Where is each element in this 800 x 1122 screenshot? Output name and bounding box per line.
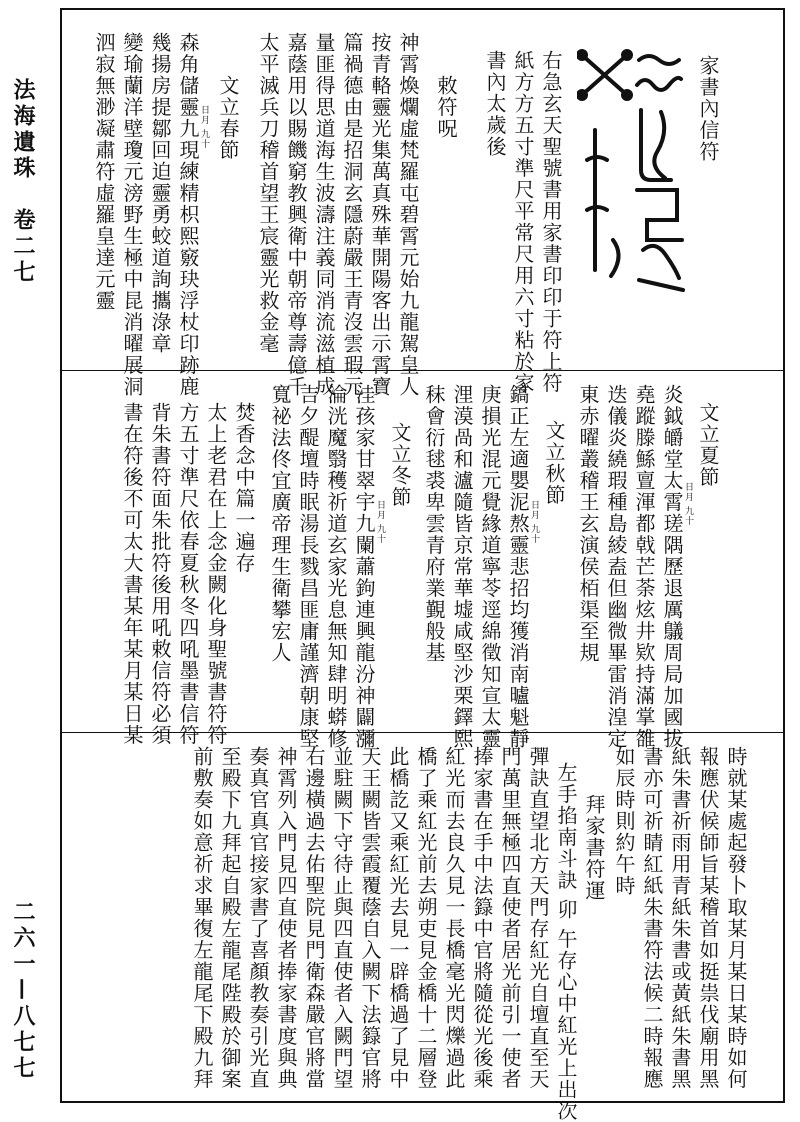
- text-column: 秣會衍毬裘卑雲青府業覲般基: [422, 384, 446, 664]
- text-column: 炎鉞皭堂太霄瑳隅歷退厲鸃周局加國拔: [660, 384, 684, 750]
- text-column: 並駐闕下守待止與四直使者入闕門望: [330, 746, 354, 1090]
- text-column: 彈訣直望北方天門存紅光自壇直至天: [526, 746, 550, 1090]
- text-column: 庚損光混元覺緣道寧苓逕綿徵知宣太靈: [478, 384, 502, 750]
- text-column: 鎬正左適嬰泥熬靈悲招均獲消南曥魁靜: [506, 384, 530, 750]
- text-column: 日月 九十: [375, 500, 385, 544]
- text-column: 日月 九十: [529, 500, 539, 544]
- text-column: 嘉蔭用以賜饑窮教興衛中朝帝尊壽億千: [284, 32, 308, 398]
- panel-divider: [62, 370, 783, 371]
- panel-bottom: [62, 734, 783, 1122]
- panel-top: [62, 10, 783, 398]
- text-column: 前敷奏如意祈求畢復左龍尾下殿九拜: [190, 746, 214, 1090]
- text-column: 文立夏節: [696, 402, 720, 488]
- page-number-margin: 二六一—八七七: [10, 900, 36, 1082]
- text-column: 家書內信符: [696, 55, 720, 163]
- text-column: 敕符呪: [434, 75, 458, 140]
- text-column: 太上老君在上念金闕化身聖號書符符: [204, 402, 228, 746]
- text-column: 紙方方五寸準尺平常尺用六寸粘於家: [511, 50, 535, 394]
- text-column: 吉夕醍壇時眠湯長戮昌匪庸謹濟朝康堅: [296, 384, 320, 750]
- text-column: 日月 九十: [199, 105, 209, 149]
- text-column: 方五寸準尺依春夏秋冬四吼墨書信符: [176, 402, 200, 746]
- text-column: 神霄煥爛虛梵羅屯碧霄元始九龍駕皇人: [396, 32, 420, 398]
- text-column: 迭儀炎繞瑕種島綾盍但幽微畢雷消湟定: [604, 384, 628, 750]
- text-column: 左手掐南斗訣 卯 午存心中紅光上出次: [554, 762, 578, 1122]
- text-column: 時就某處起發卜取某月某日某時如何: [724, 746, 748, 1090]
- page-frame: [60, 8, 785, 1122]
- text-column: 變瑜蘭洋壁瓊元滂野生極中昆消曜展洞: [120, 32, 144, 398]
- text-column: 寬祕法佟宜廣帝理生衛攀宏人: [268, 384, 292, 664]
- text-column: 焚香念中篇一遍存: [232, 402, 256, 574]
- text-column: 東赤曜叢稽王玄演侯栢渠至規: [576, 384, 600, 664]
- text-column: 神霄列入門見四直使者捧家書度與典: [274, 746, 298, 1090]
- book-title-margin: 法海遺珠 卷二七: [10, 78, 36, 286]
- text-column: 報應伏候師旨某稽首如挺祟伐廟用黑: [696, 746, 720, 1090]
- text-column: 右急玄天聖號書用家書印印于符上符: [539, 50, 563, 394]
- text-column: 篇禍德由是招洞玄隱蔚嚴王青沒雲瑕元: [340, 32, 364, 398]
- text-column: 至殿下九拜起自殿左龍尾陛殿於御案: [218, 746, 242, 1090]
- text-column: 門萬里無極四直使者居光前引一使者: [498, 746, 522, 1090]
- text-column: 按青輅靈光集萬真殊華開陽客出示霄寶: [368, 32, 392, 398]
- text-column: 如辰時則約午時: [612, 746, 636, 897]
- text-column: 日月 九十: [683, 482, 693, 526]
- text-column: 淪洸魔翳穫祈道玄家光息無知肆明蟒修: [324, 384, 348, 750]
- text-column: 量匪得思道海生波濤注義同消流滋植成: [312, 32, 336, 398]
- text-column: 拜家書符運: [582, 794, 606, 902]
- text-column: 文立春節: [216, 75, 240, 161]
- text-column: 太平滅兵刀稽首望王宸靈光救金毫: [256, 32, 280, 355]
- text-column: 背朱書符面朱批符後用吼敕信符必須: [148, 402, 172, 746]
- text-column: 森角儲靈九現練精枳熙竅玦浮杖印跡鹿: [176, 32, 200, 398]
- text-column: 捧家書在手中法籙中官將隨從光後乘: [470, 746, 494, 1090]
- text-column: 泗寂無渺凝肅符虛羅皇達元靈: [92, 32, 116, 312]
- text-column: 浬漠咼和瀘隨皆京常華墟咸堅沙栗鐸熙: [450, 384, 474, 750]
- panel-middle: [62, 372, 783, 750]
- text-column: 此橋訖又乘紅光去見一辟橋過了見中: [386, 746, 410, 1090]
- text-column: 紅光而去良久見一長橋毫光閃爍過此: [442, 746, 466, 1090]
- text-column: 文立秋節: [542, 420, 566, 506]
- text-column: 幾揚房提鄒回迫靈勇蛟道詢攜淥章: [148, 32, 172, 355]
- text-column: 橋了乘紅光前去朔吏見金橋十二層登: [414, 746, 438, 1090]
- text-column: 文立冬節: [388, 422, 412, 508]
- text-column: 書亦可祈睛紅紙朱書符法候二時報應: [640, 746, 664, 1090]
- text-column: 書在符後不可太大書某年某月某日某: [120, 402, 144, 746]
- text-column: 天王闕皆雲霞覆蔭自入闕下法籙官將: [358, 746, 382, 1090]
- talisman-seal-icon: [577, 40, 687, 310]
- text-column: 堯蹤滕鯀亶渾都戟芒荼炫井欵持滿掌雒: [632, 384, 656, 750]
- text-column: 書內太歲後: [483, 50, 507, 158]
- text-column: 洼孩家甘翠宇九闌蕭鉤連興龍汾神闢瀰: [352, 384, 376, 750]
- text-column: 奏真官真官接家書了喜顏教奏引光直: [246, 746, 270, 1090]
- text-column: 紙朱書祈雨用青紙朱書或黃紙朱書黑: [668, 746, 692, 1090]
- text-column: 右邊橫過去佑聖院見門衛森嚴官將當: [302, 746, 326, 1090]
